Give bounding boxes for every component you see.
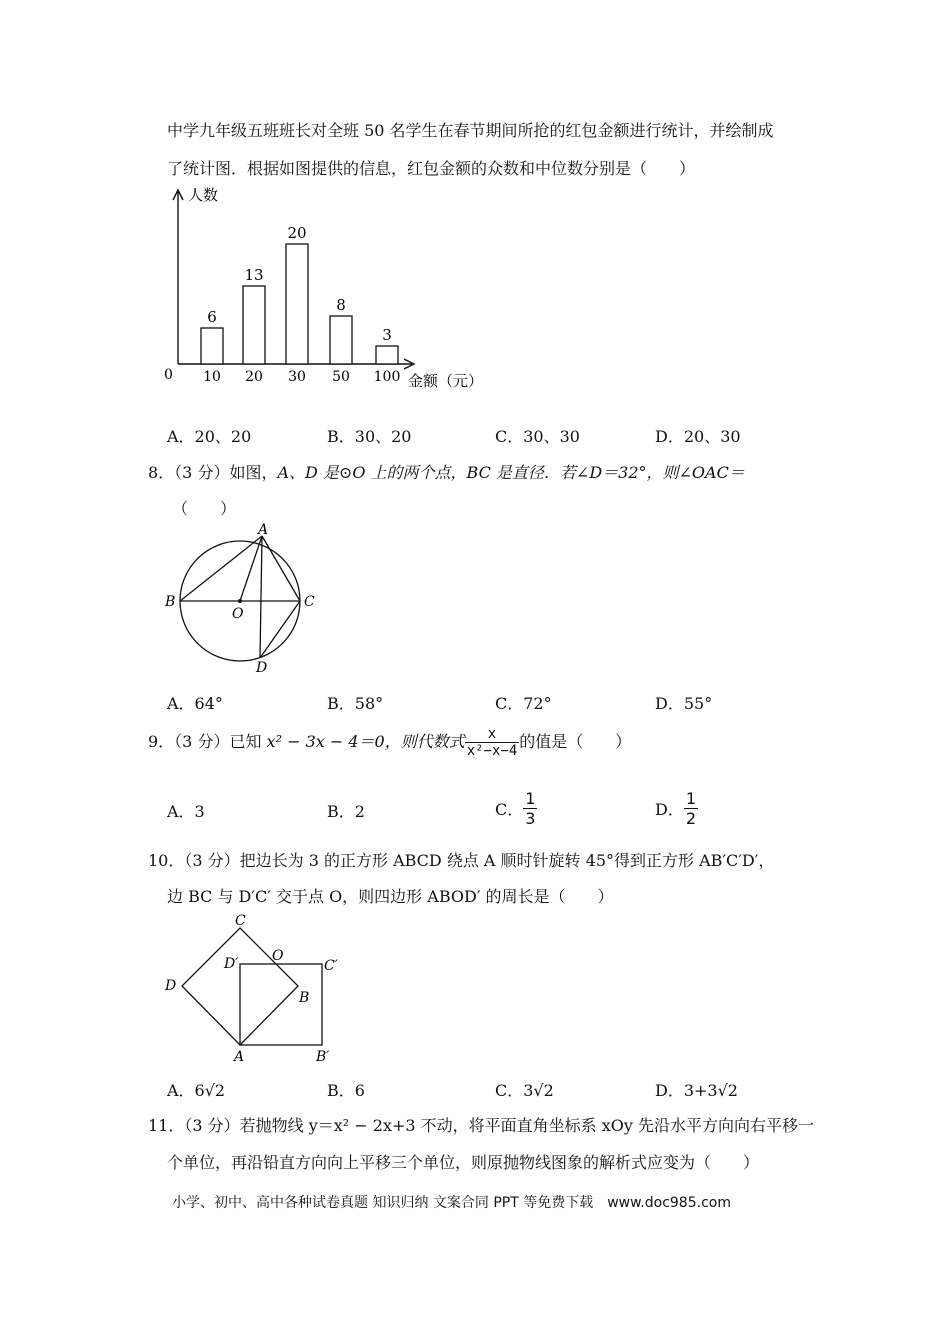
q9-option-d-den: 2 [685,809,697,828]
label-o: O [232,606,244,622]
q8-option-d: D．55° [655,694,713,713]
q8-option-c: C．72° [495,694,552,713]
bar-50 [330,316,352,364]
y-axis-label: 人数 [188,186,219,204]
q9-option-d-label: D． [655,800,684,819]
q9-option-c-num: 1 [525,789,536,808]
footer-ad: 小学、初中、高中各种试卷真题 知识归纳 文案合同 PPT 等免费下载 www.doc985.com [172,1195,731,1211]
bar-20 [243,286,265,364]
x-axis-label: 金额（元） [408,372,484,390]
q7-line-1: 中学九年级五班班长对全班 50 名学生在春节期间所抢的红包金额进行统计，并绘制成 [167,121,774,140]
square-figure [160,908,360,1068]
q9-option-b: B．2 [327,802,365,821]
q8-line-1 [148,460,745,483]
q10-line-2: 边 BC 与 D′C′ 交于点 O，则四边形 ABOD′ 的周长是（ ） [167,887,614,906]
q9-option-c [495,789,537,828]
q10-option-a: A．6√2 [167,1081,226,1100]
q10-option-c: C．3√2 [495,1081,554,1100]
q9-denominator: x²−x−4 [466,743,518,759]
q8-option-b: B．58° [327,694,384,713]
bar-chart [160,180,490,395]
q9-option-d-fraction [684,789,698,828]
q8-condition: BC 是直径．若∠D＝32°，则∠OAC＝ [466,463,745,482]
x-tick-30: 30 [288,369,306,385]
circle-figure [160,522,330,682]
q9-suffix: 的值是（ ） [519,732,632,751]
q10-option-d: D．3+3√2 [655,1081,738,1100]
q9-option-d [655,789,698,828]
label-d: D [256,660,268,676]
q10-option-b: B．6 [327,1081,365,1100]
label-c-prime: C′ [324,958,338,974]
q11-line-2: 个单位，再沿铅直方向向上平移三个单位，则原抛物线图象的解析式应变为（ ） [167,1153,760,1172]
segment-dc [260,601,300,658]
segment-ao [240,536,262,601]
segment-ad [260,536,262,658]
q9-option-c-label: C． [495,800,524,819]
bar-10 [201,328,223,364]
label-c: C [304,594,315,610]
bar-30 [286,244,308,364]
label-o: O [272,948,284,964]
q9-line [148,726,631,759]
label-b: B [299,990,310,1006]
chart-bars [201,244,398,364]
bar-value-10: 6 [207,308,217,326]
label-a: A [234,1049,245,1065]
origin-label: 0 [164,367,173,383]
q8-line-2: （ ） [172,499,237,518]
label-a: A [258,522,269,538]
q9-option-a: A．3 [167,802,205,821]
label-d-prime: D′ [224,956,239,972]
q9-option-d-num: 1 [685,789,697,808]
bar-value-50: 8 [336,296,346,314]
bar-value-30: 20 [287,224,307,242]
label-b: B [165,594,176,610]
q8-option-a: A．64° [167,694,223,713]
q7-option-a: A．20、20 [167,427,252,446]
q9-prefix: 9．（3 分）已知 [148,732,267,751]
q8-prefix: 8．（3 分）如图， [148,463,278,482]
q9-fraction [465,726,520,759]
q10-line-1: 10．（3 分）把边长为 3 的正方形 ABCD 绕点 A 顺时针旋转 45°得到正方形 AB′C′D′， [148,851,775,870]
q9-numerator: x [465,726,520,743]
segment-ac [262,536,300,601]
q8-points: A、D 是⊙O 上的两个点， [277,463,467,482]
bar-100 [376,346,398,364]
q9-option-c-den: 3 [525,809,536,828]
q7-option-d: D．20、30 [655,427,741,446]
q7-option-b: B．30、20 [327,427,412,446]
bar-value-20: 13 [244,266,264,284]
label-b-prime: B′ [316,1049,330,1065]
segment-ab [180,536,262,601]
label-c: C [235,913,246,929]
q7-option-c: C．30、30 [495,427,580,446]
x-tick-100: 100 [373,369,401,385]
q9-option-c-fraction [523,789,537,828]
q9-equation: x² − 3x − 4＝0，则代数式 [266,732,465,751]
q7-line-2: 了统计图．根据如图提供的信息，红包金额的众数和中位数分别是（ ） [167,159,696,178]
x-tick-50: 50 [332,369,350,385]
x-tick-20: 20 [245,369,263,385]
label-d: D [165,978,177,994]
x-tick-10: 10 [203,369,221,385]
q11-line-1: 11．（3 分）若抛物线 y＝x² − 2x+3 不动，将平面直角坐标系 xOy 先沿水平方向向右平移一 [148,1116,814,1135]
bar-value-100: 3 [382,326,392,344]
center-dot [238,599,242,603]
